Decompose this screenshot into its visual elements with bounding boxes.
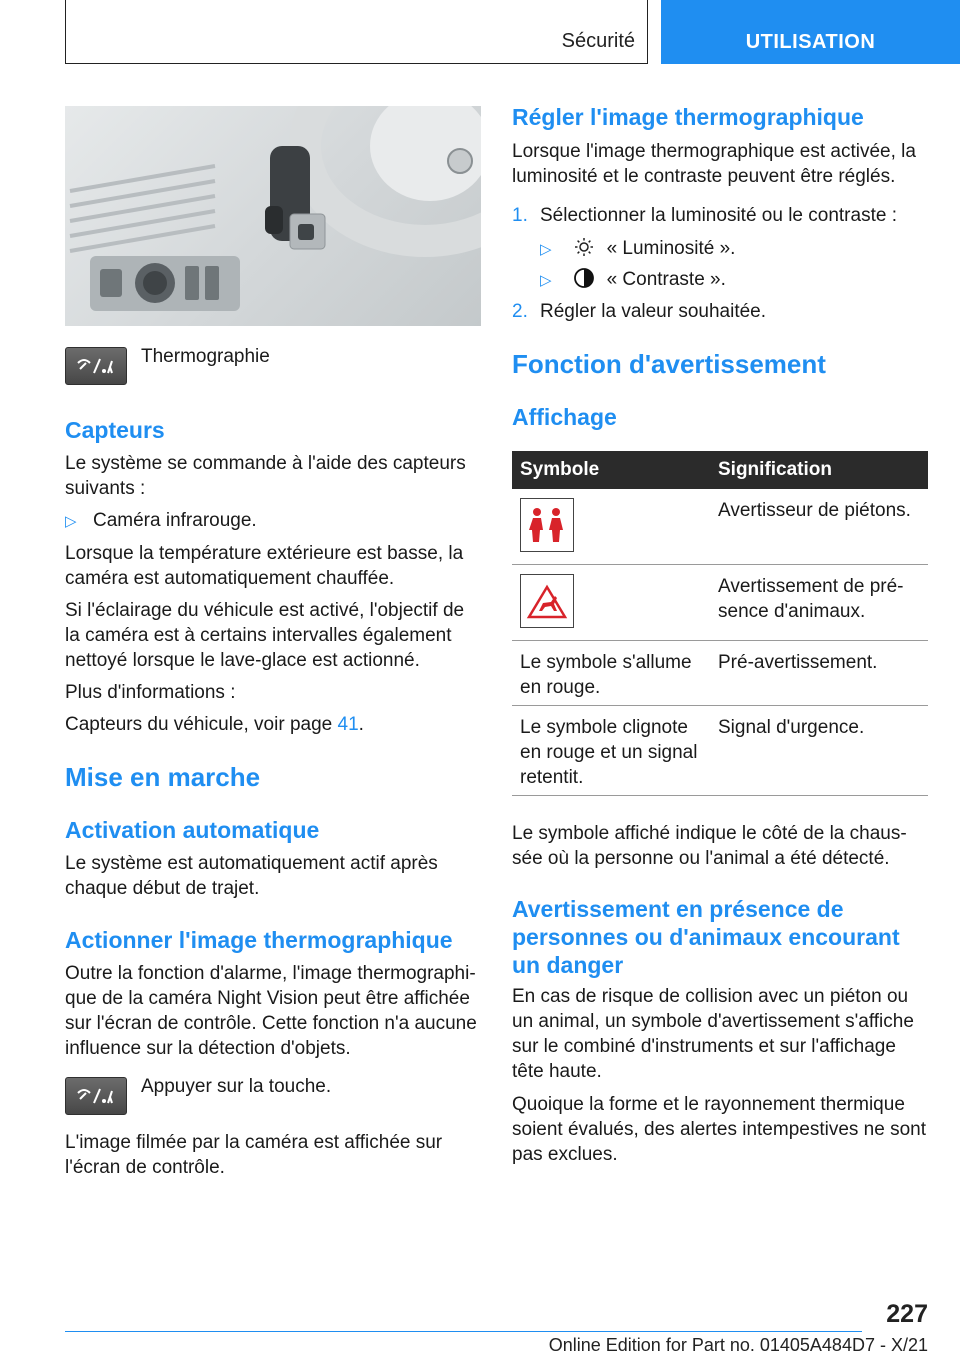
contrast-icon bbox=[573, 267, 595, 289]
table-cell-line: en rouge. bbox=[520, 677, 601, 698]
activation-heading: Activation automatique bbox=[65, 817, 320, 843]
table-cell-line: sence d'animaux. bbox=[718, 601, 866, 622]
table-cell-line: en rouge et un signal bbox=[520, 742, 698, 763]
danger-heading bbox=[512, 895, 928, 979]
table-cell bbox=[512, 641, 715, 705]
affichage-heading: Affichage bbox=[512, 404, 617, 430]
after-table-text bbox=[512, 821, 928, 871]
danger-heading-line: Avertissement en présence de bbox=[512, 896, 844, 922]
capteurs-p4 bbox=[65, 712, 481, 737]
capteurs-p4-end: . bbox=[358, 714, 364, 735]
footer-edition: Online Edition for Part no. 01405A484D7 - X/21 bbox=[548, 1335, 928, 1355]
header-chapter-tab bbox=[661, 0, 960, 64]
table-cell bbox=[715, 565, 928, 640]
capteurs-bullet-text: Caméra infrarouge. bbox=[93, 510, 257, 531]
capteurs-p2: Si l'éclairage du véhicule est activé, l'objectif de la caméra est à certains intervalles également nettoyé lorsque le lave-glace est actionné. bbox=[65, 600, 465, 671]
table-cell bbox=[512, 706, 715, 795]
table-row bbox=[512, 565, 928, 641]
table-header-cell: Symbole bbox=[520, 459, 600, 480]
danger-heading-line: personnes ou d'animaux encourant bbox=[512, 924, 900, 950]
regler-step-1 bbox=[512, 203, 928, 228]
danger-p1: En cas de risque de collision avec un piéton ou un animal, un symbole d'avertissement s'affiche sur le combiné d'instruments et sur l'affichage tête haute. bbox=[512, 986, 914, 1082]
table-cell-line: Avertissement de pré- bbox=[718, 576, 904, 597]
header-section-title: Sécurité bbox=[561, 30, 635, 52]
table-row bbox=[512, 489, 928, 565]
regler-step-2 bbox=[512, 299, 928, 324]
night-vision-button-icon bbox=[65, 1077, 127, 1115]
regler-heading: Régler l'image thermographique bbox=[512, 104, 864, 130]
step-text: Sélectionner la luminosité ou le contraste : bbox=[540, 205, 897, 226]
table-cell: Signal d'urgence. bbox=[718, 717, 865, 738]
dashboard-controls-photo bbox=[65, 106, 481, 326]
brightness-icon bbox=[573, 237, 595, 257]
bullet-triangle-icon: ▷ bbox=[540, 272, 552, 289]
danger-heading-line: un danger bbox=[512, 952, 624, 978]
capteurs-p3: Plus d'informations : bbox=[65, 682, 236, 703]
activation-text: Le système est automatiquement actif après chaque début de trajet. bbox=[65, 853, 438, 899]
danger-p2: Quoique la forme et le rayonnement thermique soient évalués, des alertes intempestives ne sont pas exclues. bbox=[512, 1094, 927, 1165]
page-number: 227 bbox=[886, 1300, 928, 1328]
header-chapter-label: UTILISATION bbox=[745, 31, 876, 53]
contrast-label: « Contraste ». bbox=[606, 269, 726, 290]
table-cell: Pré-avertissement. bbox=[718, 652, 878, 673]
actionner-line: que de la caméra Night Vision peut être affichée bbox=[65, 988, 470, 1009]
bullet-triangle-icon: ▷ bbox=[540, 241, 552, 258]
table-cell-line: Le symbole s'allume bbox=[520, 652, 692, 673]
actionner-line: influence sur la détection d'objets. bbox=[65, 1038, 351, 1059]
footer-divider bbox=[65, 1331, 862, 1332]
regler-sub-1 bbox=[540, 236, 735, 262]
press-button-text: Appuyer sur la touche. bbox=[141, 1076, 332, 1097]
brightness-label: « Luminosité ». bbox=[606, 238, 736, 259]
pedestrians-warning-icon bbox=[520, 498, 574, 552]
actionner-text bbox=[65, 961, 481, 1061]
night-vision-button-icon bbox=[65, 347, 127, 385]
step-number: 2. bbox=[512, 301, 528, 322]
capteurs-heading: Capteurs bbox=[65, 417, 165, 443]
animal-warning-icon bbox=[520, 574, 574, 628]
fonction-heading: Fonction d'avertissement bbox=[512, 349, 826, 379]
capteurs-intro: Le système se commande à l'aide des capteurs suivants : bbox=[65, 453, 466, 499]
table-header-cell: Signification bbox=[718, 459, 832, 480]
thermography-caption: Thermographie bbox=[141, 346, 270, 367]
regler-sub-2 bbox=[540, 267, 726, 293]
bullet-triangle-icon: ▷ bbox=[65, 513, 77, 530]
actionner-heading: Actionner l'image thermographique bbox=[65, 927, 453, 953]
symbol-table bbox=[512, 451, 928, 796]
regler-intro: Lorsque l'image thermographique est activée, la luminosité et le contraste peuvent être réglés. bbox=[512, 141, 916, 187]
table-row bbox=[512, 641, 928, 706]
capteurs-p4-text: Capteurs du véhicule, voir page bbox=[65, 714, 338, 735]
table-cell: Avertisseur de piétons. bbox=[718, 500, 911, 521]
after-table-line: sée où la personne ou l'animal a été détecté. bbox=[512, 848, 890, 869]
page-41-link[interactable]: 41 bbox=[337, 714, 359, 735]
table-cell-line: Le symbole clignote bbox=[520, 717, 688, 738]
step-text: Régler la valeur souhaitée. bbox=[540, 301, 767, 322]
actionner-line: sur l'écran de contrôle. Cette fonction n'a aucune bbox=[65, 1013, 477, 1034]
mise-en-marche-heading: Mise en marche bbox=[65, 762, 261, 792]
after-table-line: Le symbole affiché indique le côté de la chaus- bbox=[512, 823, 907, 844]
dashboard-illustration bbox=[65, 106, 481, 326]
table-header bbox=[512, 451, 928, 489]
header-section-box bbox=[65, 0, 648, 64]
actionner-line: Outre la fonction d'alarme, l'image thermographi- bbox=[65, 963, 476, 984]
table-row bbox=[512, 706, 928, 796]
capteurs-bullet bbox=[65, 508, 481, 534]
table-cell-line: retentit. bbox=[520, 767, 584, 788]
capteurs-p1: Lorsque la température extérieure est basse, la caméra est automatiquement chauffée. bbox=[65, 543, 464, 589]
step-number: 1. bbox=[512, 205, 528, 226]
final-text: L'image filmée par la caméra est affichée sur l'écran de contrôle. bbox=[65, 1132, 443, 1178]
